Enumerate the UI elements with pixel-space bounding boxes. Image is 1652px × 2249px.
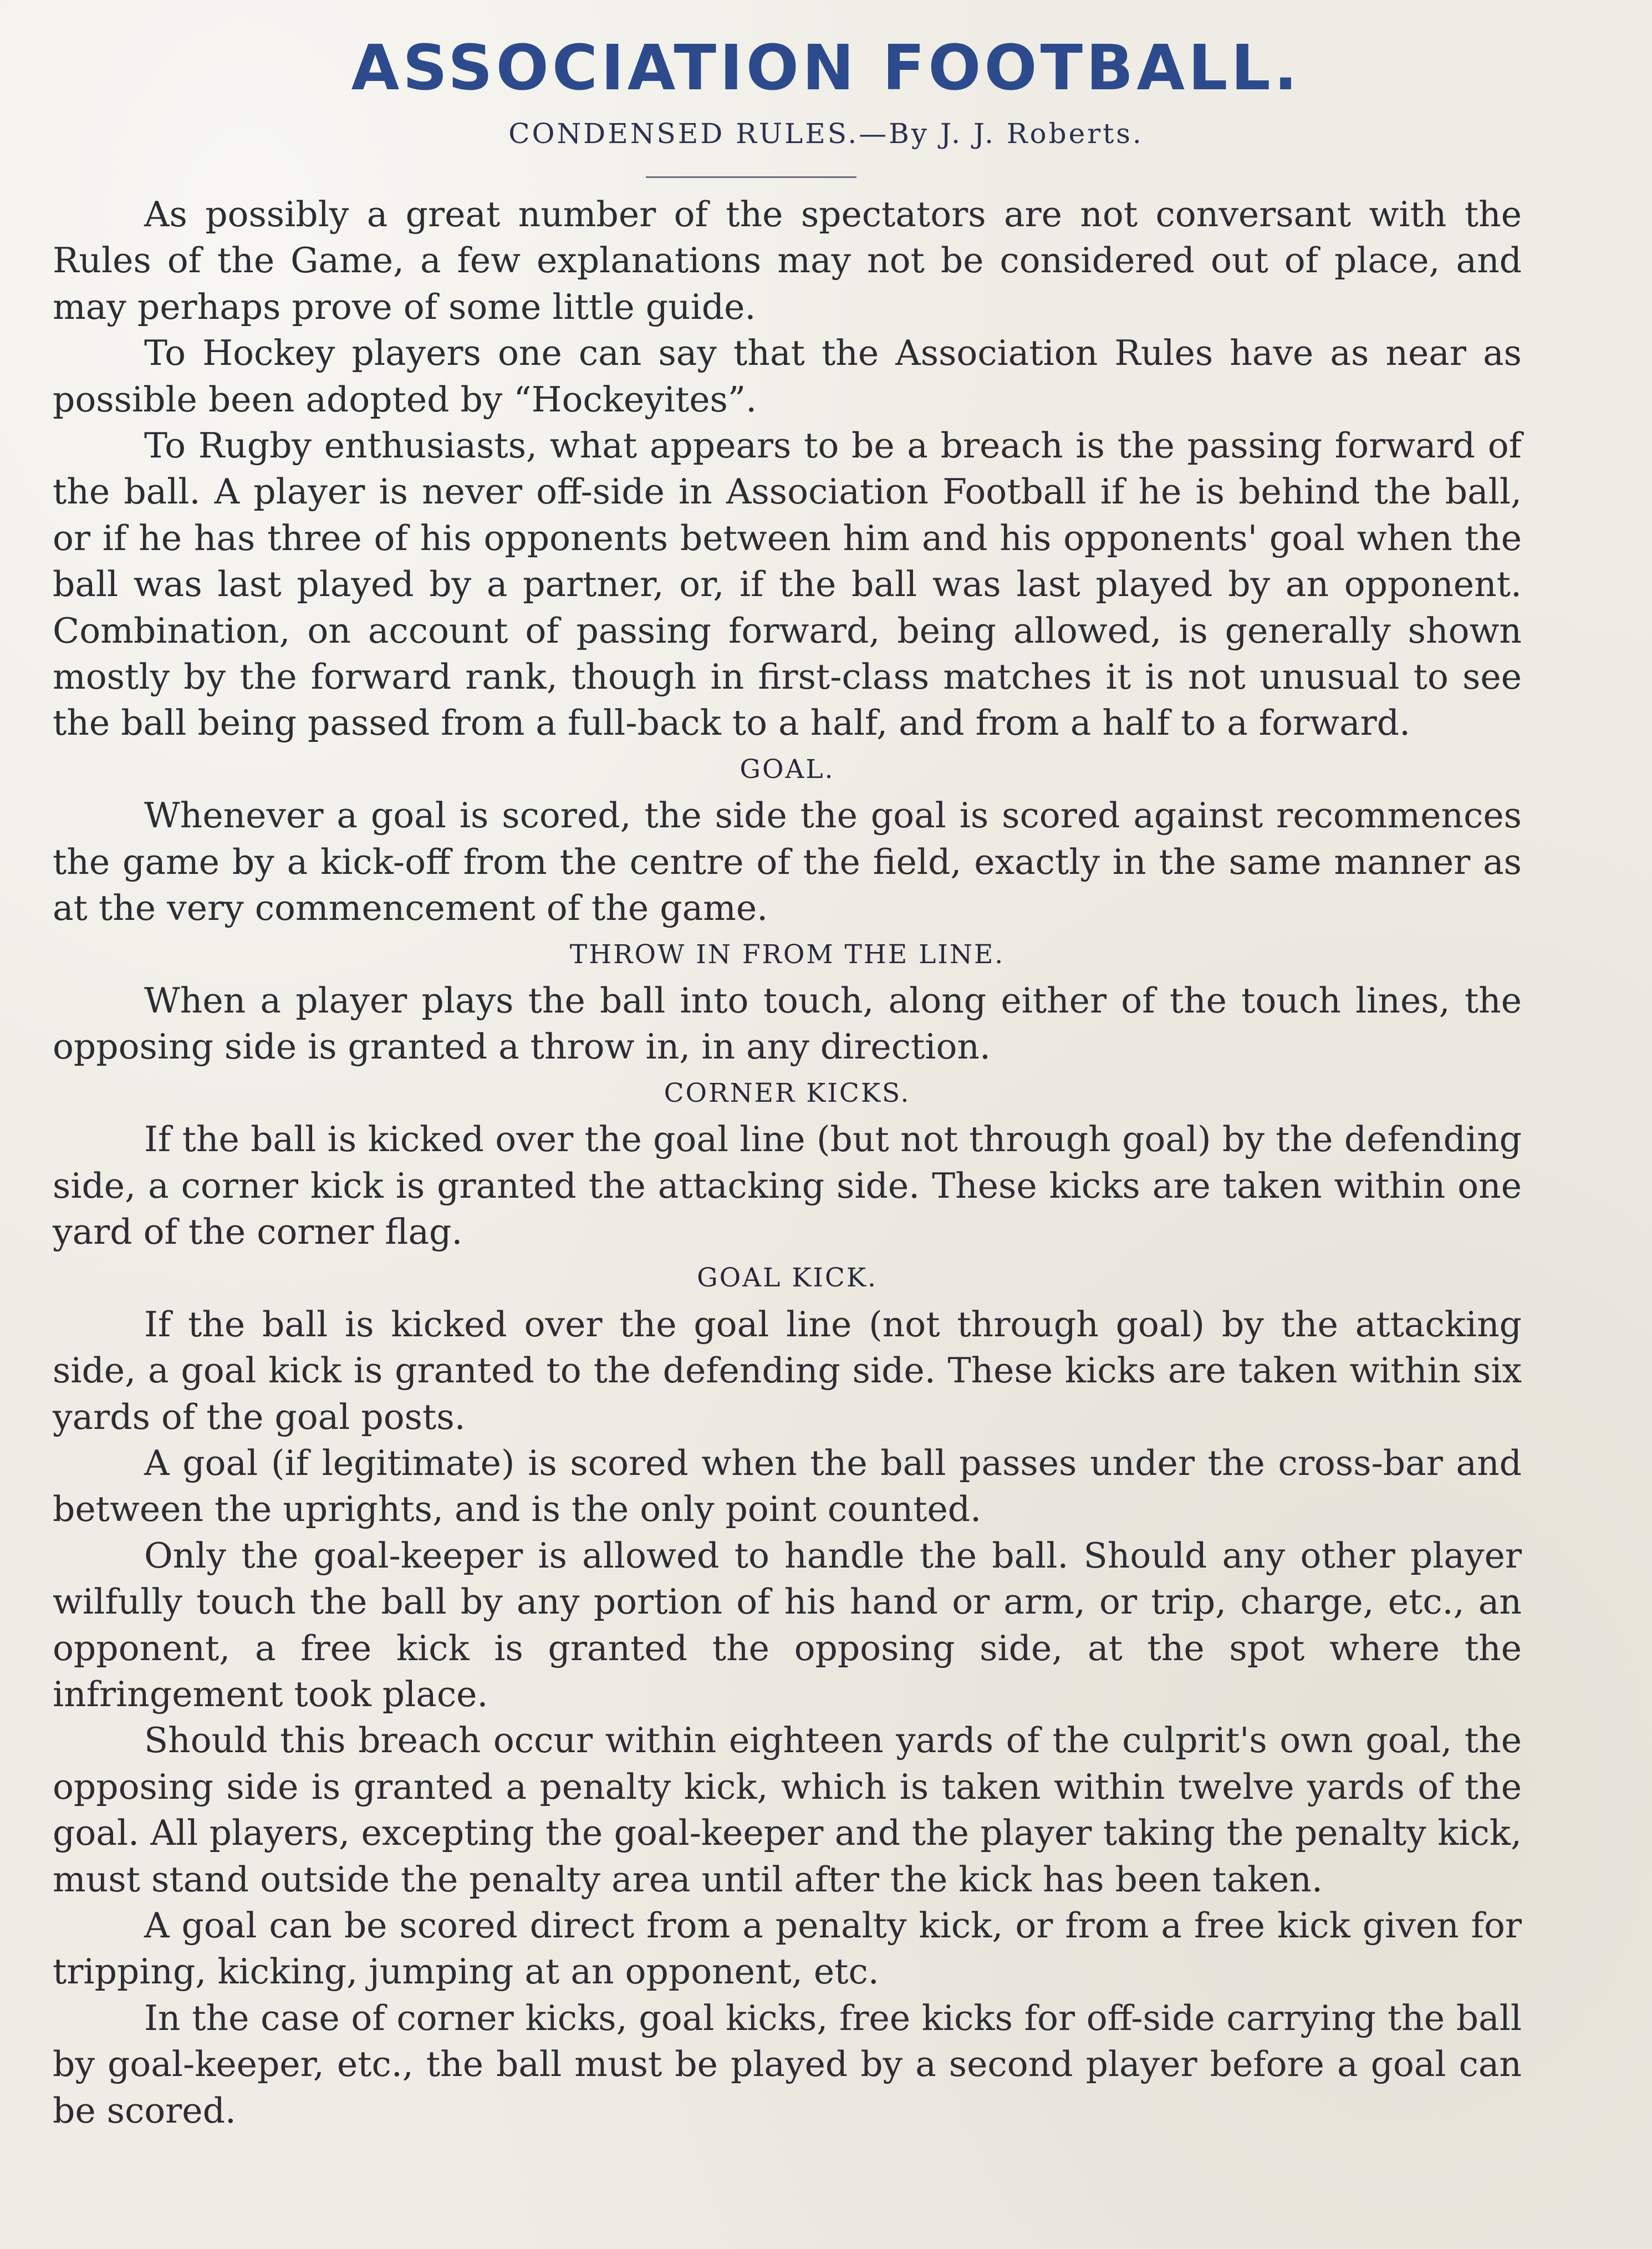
section-heading-goal: GOAL. xyxy=(740,754,835,785)
intro-paragraph-1: As possibly a great number of the spectators are not conversant with the Rules of the Game, a few explanations may not be considered out of place, and may perhaps prove of some little guide. xyxy=(53,194,1522,327)
goal-kick-paragraph-6: In the case of corner kicks, goal kicks, free kicks for off-side carrying the ball by goal-keeper, etc., the ball must be played by a second player before a goal can be scored. xyxy=(53,1997,1522,2131)
goal-kick-paragraph-3: Only the goal-keeper is allowed to handle the ball. Should any other player wilfully touch the ball by any portion of his hand or arm, or trip, charge, etc., an opponent, a free kick is granted the opposing side, at the spot where the infringement took place. xyxy=(53,1535,1522,1714)
document-subtitle: CONDENSED RULES.—By J. J. Roberts. xyxy=(508,118,1144,150)
goal-kick-paragraph-1: If the ball is kicked over the goal line (not through goal) by the attacking side, a goal kick is granted to the defending side. These kicks are taken within six yards of the goal posts. xyxy=(53,1304,1522,1437)
section-heading-corner-kicks: CORNER KICKS. xyxy=(664,1077,911,1108)
goal-paragraph-1: Whenever a goal is scored, the side the goal is scored against recommences the game by a kick-off from the centre of the field, exactly in the same manner as at the very commencement of the game. xyxy=(53,795,1522,929)
intro-paragraph-2: To Hockey players one can say that the Association Rules have as near as possible been adopted by “Hockeyites”. xyxy=(53,333,1522,420)
title-divider xyxy=(646,176,856,178)
goal-kick-paragraph-4: Should this breach occur within eighteen yards of the culprit's own goal, the opposing side is granted a penalty kick, which is taken within twelve yards of the goal. All players, excepting the goal-keeper and the player taking the penalty kick, must stand outside the penalty area until after the kick has been taken. xyxy=(53,1720,1522,1900)
document-body xyxy=(53,191,1522,2134)
goal-kick-paragraph-2: A goal (if legitimate) is scored when the ball passes under the cross-bar and between the uprights, and is the only point counted. xyxy=(53,1442,1522,1530)
intro-paragraph-3: To Rugby enthusiasts, what appears to be a breach is the passing forward of the ball. A player is never off-side in Association Football if he is behind the ball, or if he has three of his opponents between him and his opponents' goal when the ball was last played by a partner, or, if the ball was last played by an opponent. Combination, on account of passing forward, being allowed, is generally shown mostly by the forward rank, though in first-class matches it is not unusual to see the ball being passed from a full-back to a half, and from a half to a forward. xyxy=(53,425,1522,744)
section-heading-goal-kick: GOAL KICK. xyxy=(697,1263,878,1294)
corner-kicks-paragraph-1: If the ball is kicked over the goal line (but not through goal) by the defending side, a corner kick is granted the attacking side. These kicks are taken within one yard of the corner flag. xyxy=(53,1119,1522,1252)
document-title: ASSOCIATION FOOTBALL. xyxy=(351,32,1301,104)
throw-in-paragraph-1: When a player plays the ball into touch, along either of the touch lines, the opposing side is granted a throw in, in any direction. xyxy=(53,980,1522,1067)
section-heading-throw-in: THROW IN FROM THE LINE. xyxy=(569,939,1005,970)
goal-kick-paragraph-5: A goal can be scored direct from a penalty kick, or from a free kick given for tripping, kicking, jumping at an opponent, etc. xyxy=(53,1905,1522,1992)
